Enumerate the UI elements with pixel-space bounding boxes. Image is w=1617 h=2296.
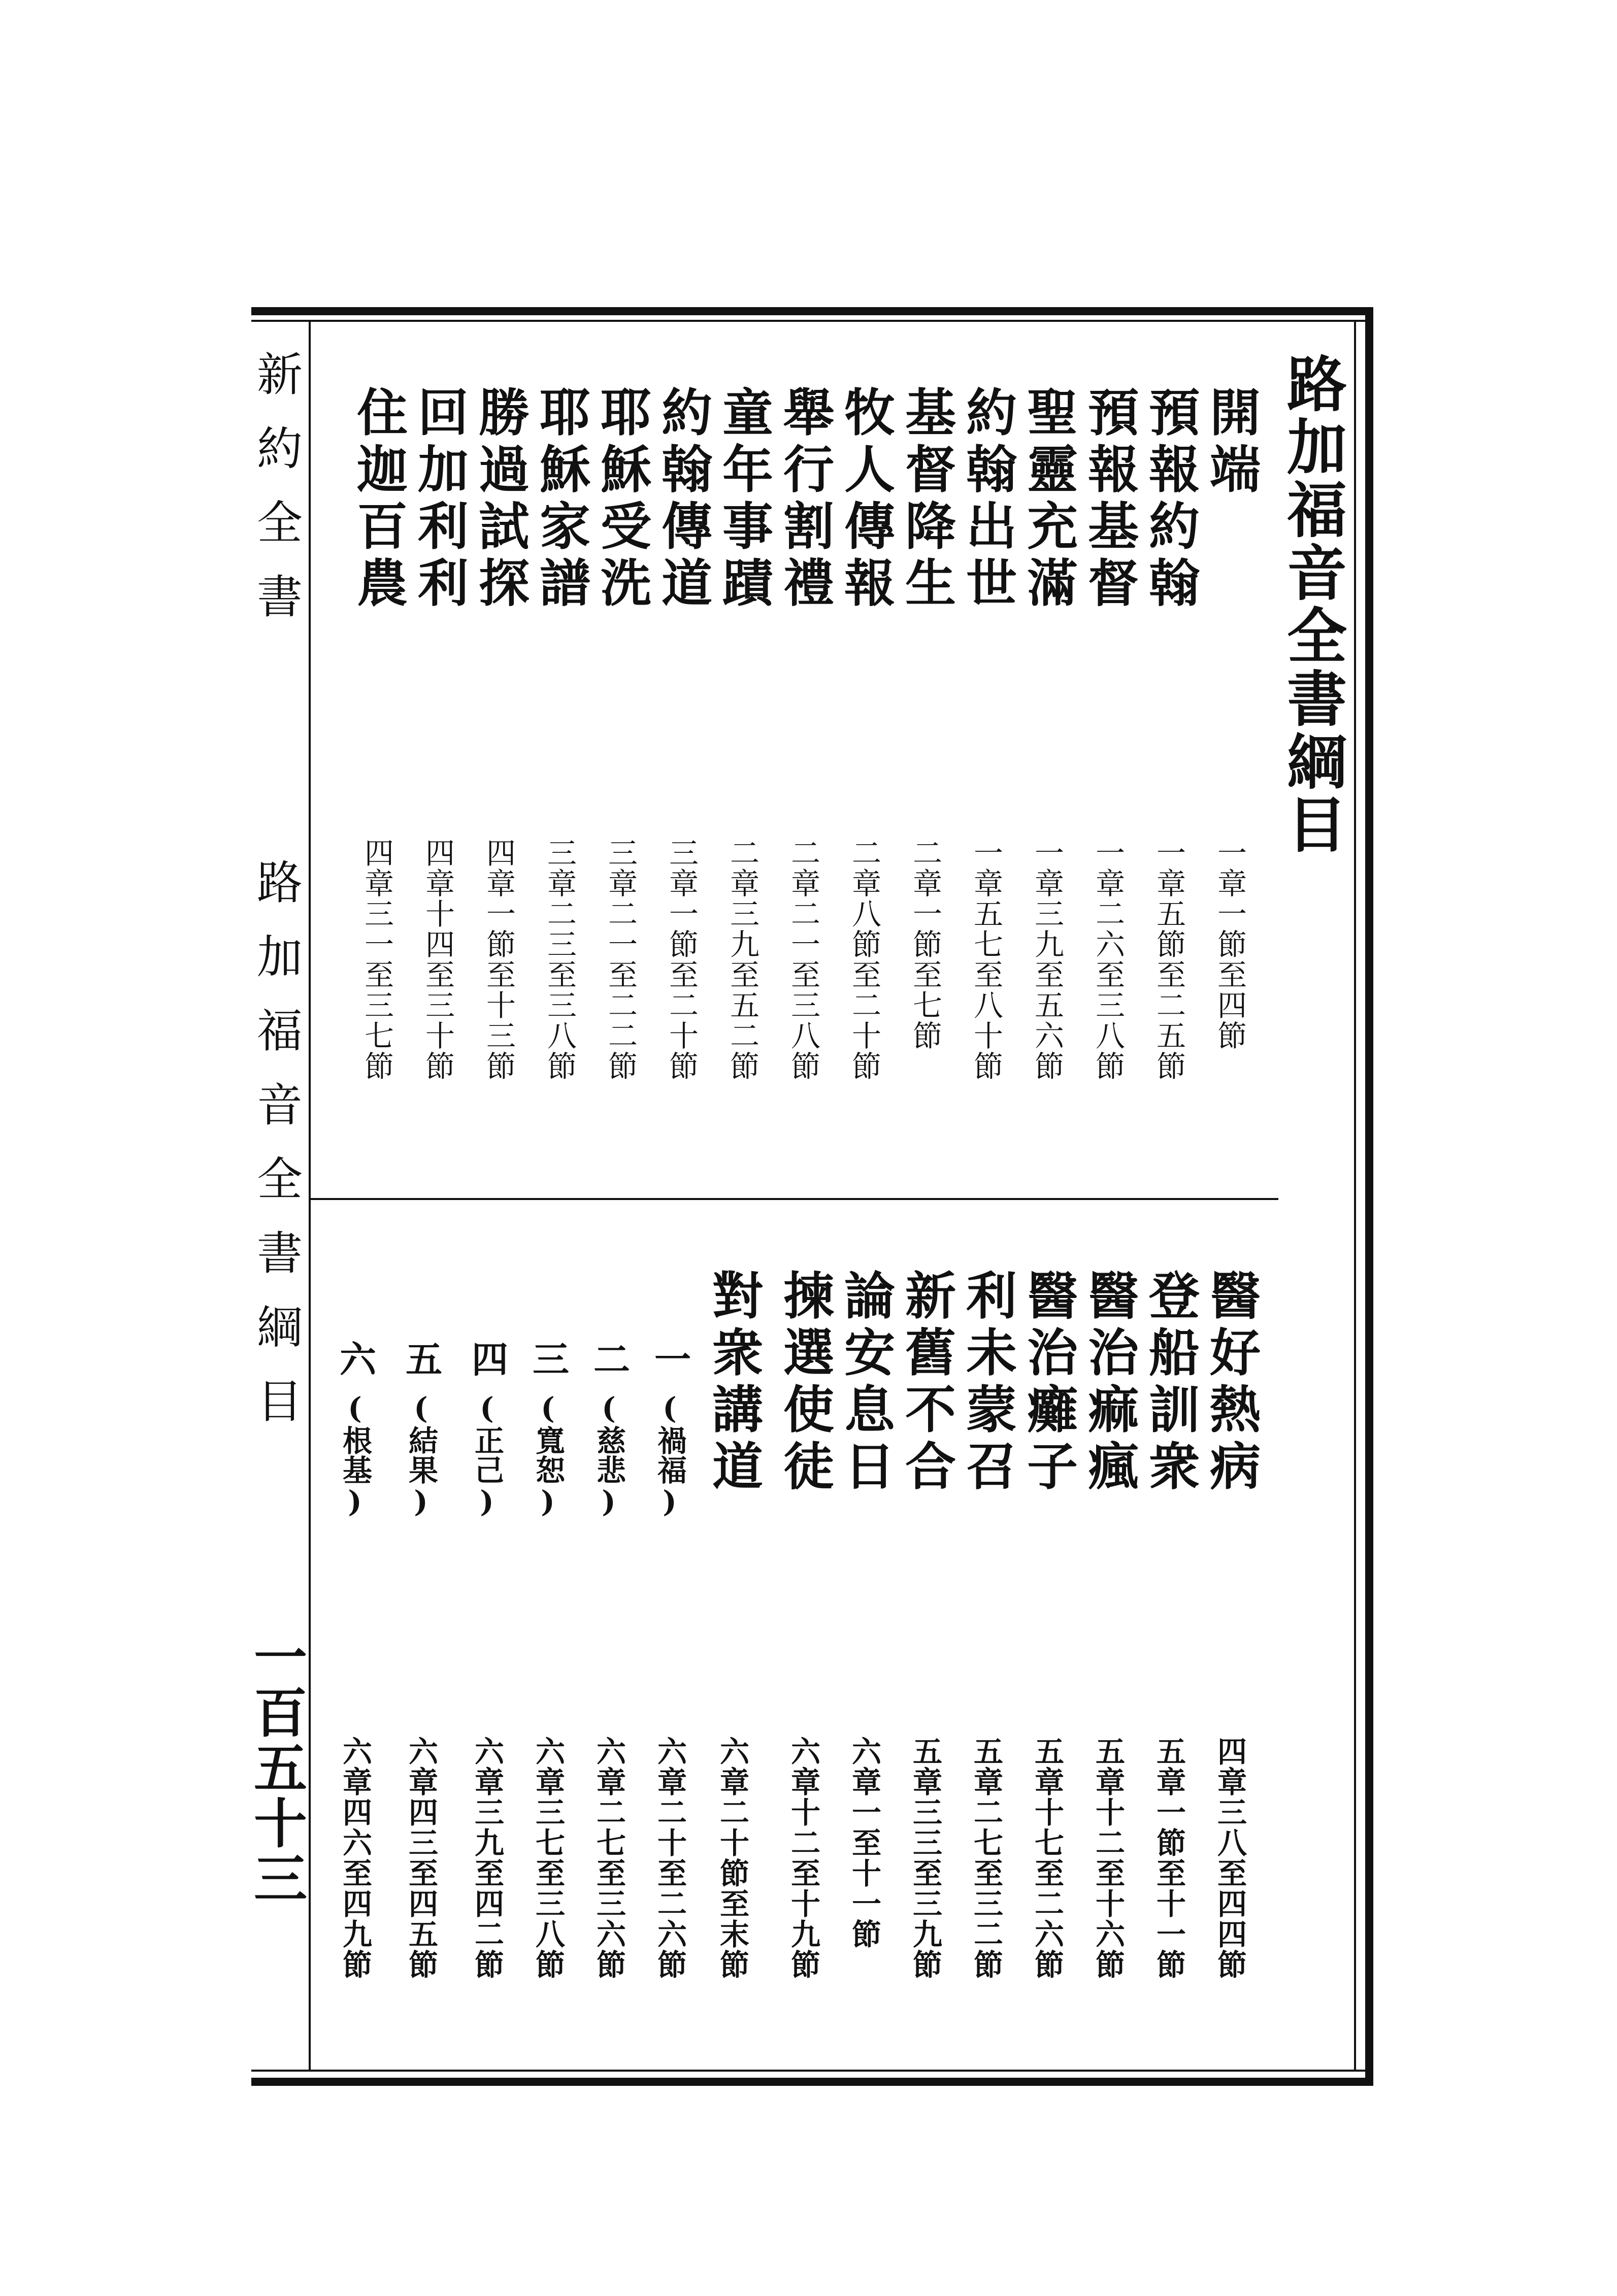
section-title-1: 開端 — [1201, 386, 1261, 500]
section-ref-20: 五章二七至三二節 — [969, 1736, 1003, 1980]
section-ref-5: 一章五七至八十節 — [969, 838, 1003, 1081]
section-title-24: 對衆講道 — [704, 1269, 764, 1496]
section-title-19: 醫治癱子 — [1018, 1269, 1078, 1496]
top-border-thick — [251, 307, 1373, 315]
top-border-thin — [251, 320, 1373, 322]
section-title-11: 耶穌受洗 — [592, 386, 652, 613]
section-title-21: 新舊不合 — [897, 1269, 956, 1496]
section-title-5: 約翰出世 — [958, 386, 1017, 613]
section-ref-15: 四章三一至三七節 — [359, 838, 394, 1081]
subpoint-label-4: (正己) — [470, 1391, 504, 1519]
section-ref-21: 五章三三至三九節 — [908, 1736, 942, 1980]
section-title-18: 醫治痲瘋 — [1079, 1269, 1139, 1496]
section-ref-7: 二章八節至二十節 — [847, 838, 881, 1081]
bottom-border-thin — [251, 2070, 1373, 2072]
section-title-17: 登船訓衆 — [1140, 1269, 1200, 1496]
section-ref-16: 四章三八至四四節 — [1212, 1736, 1247, 1980]
section-title-10: 約翰傳道 — [653, 386, 713, 613]
section-title-16: 醫好熱病 — [1201, 1269, 1261, 1496]
section-title-12: 耶穌家譜 — [531, 386, 591, 613]
section-ref-3: 一章二六至三八節 — [1091, 838, 1125, 1081]
section-ref-17: 五章一節至十一節 — [1151, 1736, 1186, 1980]
subpoint-ref-2: 六章二七至三六節 — [591, 1736, 626, 1980]
margin-running-title — [249, 350, 302, 1451]
subpoint-num-3: 三 — [526, 1340, 570, 1377]
section-title-2: 預報約翰 — [1140, 386, 1200, 613]
section-ref-6: 二章一節至七節 — [908, 838, 942, 1051]
main-title: 路加福音全書綱目 — [1277, 353, 1347, 856]
subpoint-num-4: 四 — [466, 1340, 509, 1377]
subpoint-label-3: (寬恕) — [531, 1391, 565, 1519]
subpoint-label-2: (慈悲) — [591, 1391, 626, 1519]
section-title-6: 基督降生 — [897, 386, 956, 613]
subpoint-ref-3: 六章三七至三八節 — [531, 1736, 565, 1980]
margin-section-title: 路加福音全書綱目 — [249, 858, 302, 1451]
section-ref-9: 二章三九至五二節 — [725, 838, 760, 1081]
section-title-22: 論安息日 — [836, 1269, 896, 1496]
section-ref-18: 五章十二至十六節 — [1091, 1736, 1125, 1980]
subpoint-ref-6: 六章四六至四九節 — [338, 1736, 372, 1980]
section-ref-22: 六章一至十一節 — [847, 1736, 881, 1949]
subpoint-label-6: (根基) — [338, 1391, 372, 1519]
right-border-thin — [1354, 320, 1356, 2072]
section-title-4: 聖靈充滿 — [1018, 386, 1078, 613]
section-ref-1: 一章一節至四節 — [1212, 838, 1247, 1051]
bottom-border-thick — [251, 2078, 1373, 2086]
subpoint-num-1: 一 — [648, 1340, 691, 1377]
section-ref-14: 四章十四至三十節 — [420, 838, 455, 1081]
section-ref-2: 一章五節至二五節 — [1151, 838, 1186, 1081]
section-ref-19: 五章十七至二六節 — [1030, 1736, 1064, 1980]
section-title-14: 回加利利 — [409, 386, 469, 613]
section-title-15: 住迦百農 — [348, 386, 408, 613]
section-title-13: 勝過試探 — [470, 386, 530, 613]
section-title-8: 舉行割禮 — [775, 386, 835, 613]
subpoint-label-1: (禍福) — [652, 1391, 687, 1519]
right-border-thick — [1365, 307, 1373, 2086]
section-title-20: 利未蒙召 — [958, 1269, 1017, 1496]
section-ref-24: 六章二十節至末節 — [715, 1736, 749, 1980]
margin-book-name: 新約全書 — [249, 350, 302, 647]
subpoint-ref-4: 六章三九至四二節 — [470, 1736, 504, 1980]
section-title-23: 揀選使徒 — [775, 1269, 835, 1496]
margin-column-rule — [309, 320, 311, 2072]
section-ref-12: 三章二三至三八節 — [542, 838, 577, 1081]
section-ref-13: 四章一節至十三節 — [481, 838, 516, 1081]
section-ref-4: 一章三九至五六節 — [1030, 838, 1064, 1081]
section-ref-8: 二章二一至三八節 — [786, 838, 820, 1081]
subpoint-num-6: 六 — [334, 1340, 377, 1377]
subpoint-num-5: 五 — [400, 1340, 443, 1377]
subpoint-num-2: 二 — [587, 1340, 631, 1377]
page-number: 一百五十三 — [245, 1629, 308, 1906]
section-title-3: 預報基督 — [1079, 386, 1139, 613]
section-ref-23: 六章十二至十九節 — [786, 1736, 820, 1980]
subpoint-label-5: (結果) — [404, 1391, 438, 1519]
subpoint-ref-5: 六章四三至四五節 — [404, 1736, 438, 1980]
section-ref-11: 三章二一至二二節 — [603, 838, 638, 1081]
subpoint-ref-1: 六章二十至二六節 — [652, 1736, 687, 1980]
section-divider — [309, 1198, 1278, 1200]
section-title-7: 牧人傳報 — [836, 386, 896, 613]
section-title-9: 童年事蹟 — [714, 386, 774, 613]
section-ref-10: 三章一節至二十節 — [664, 838, 699, 1081]
